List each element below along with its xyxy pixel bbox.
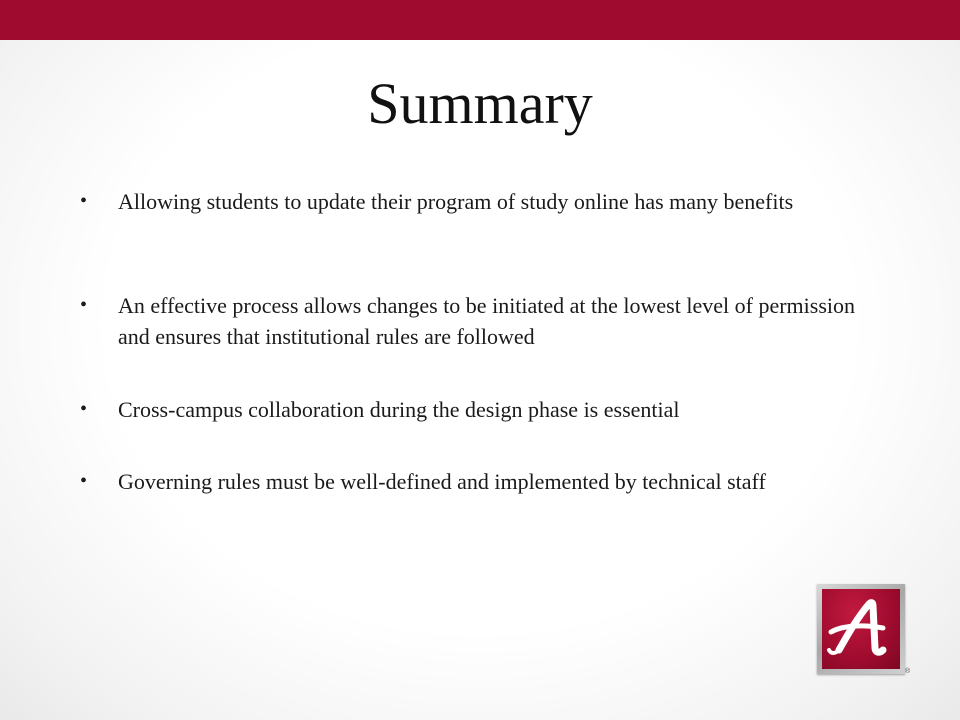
bullet-item [80,186,870,290]
bullet-marker: • [80,294,88,316]
top-accent-bar [0,0,960,40]
university-logo [817,584,905,674]
slide-title: Summary [367,71,593,136]
bullet-list [80,186,870,536]
bullet-marker: • [80,470,88,492]
bullet-marker: • [80,398,88,420]
bullet-text: Cross-campus collaboration during the design phase is essential [118,397,680,422]
bullet-item [80,466,870,536]
registered-mark: ® [905,668,911,675]
bullet-text: Allowing students to update their program of study online has many benefits [118,189,794,214]
bullet-item [80,290,870,394]
bullet-text: An effective process allows changes to be initiated at the lowest level of permission and ensures that institutional rules are followed [118,293,855,349]
script-a-logo-icon [817,584,905,674]
bullet-marker: • [80,190,88,212]
bullet-text: Governing rules must be well-defined and implemented by technical staff [118,469,766,494]
bullet-item [80,394,870,466]
